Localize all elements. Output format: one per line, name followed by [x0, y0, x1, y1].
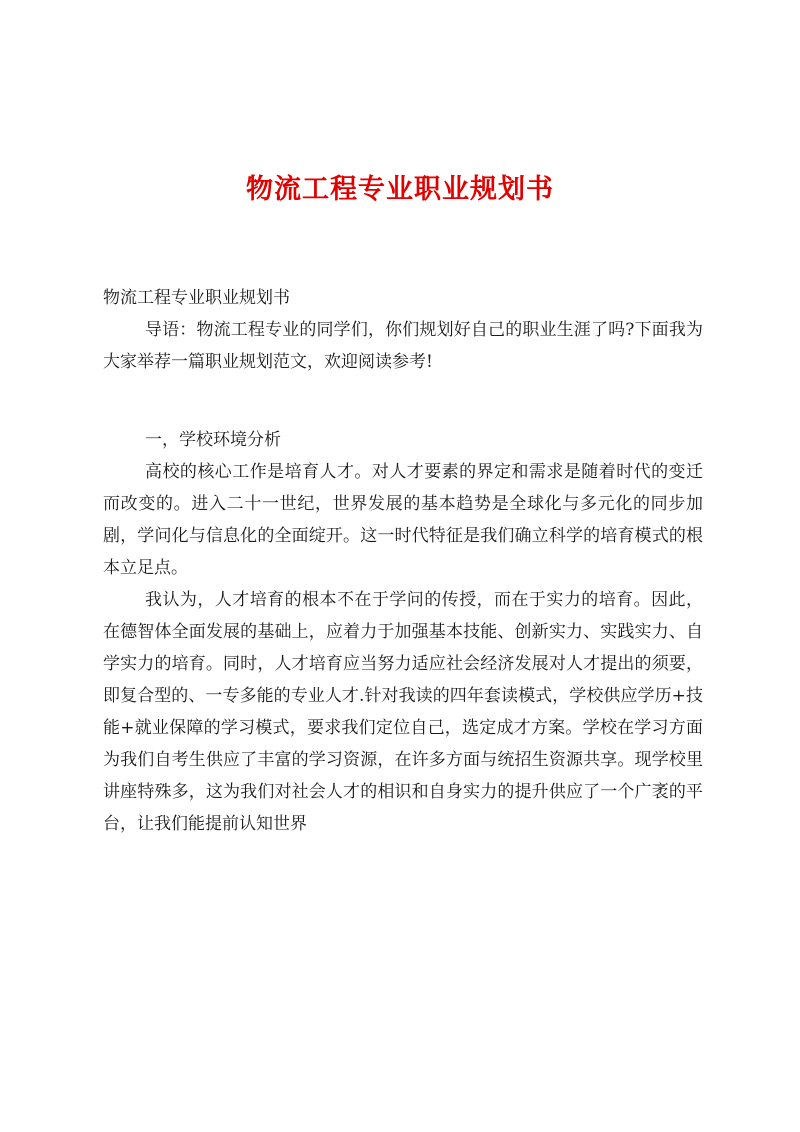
- body-paragraph-1: 高校的核心工作是培育人才。对人才要素的界定和需求是随着时代的变迁而改变的。进入二十一世纪，世界发展的基本趋势是全球化与多元化的同步加剧，学问化与信息化的全面绽开。这一时代特征是我们确立科学的培育模式的根本立足点。: [103, 462, 703, 578]
- document-subtitle: 物流工程专业职业规划书: [103, 288, 290, 308]
- intro-paragraph: 导语：物流工程专业的同学们，你们规划好自己的职业生涯了吗?下面我为大家举荐一篇职业规划范文，欢迎阅读参考!: [103, 320, 703, 372]
- document-title: 物流工程专业职业规划书: [246, 174, 554, 205]
- document-body: [103, 282, 703, 840]
- body-paragraph-2: 我认为，人才培育的根本不在于学问的传授，而在于实力的培育。因此，在德智体全面发展的基础上，应着力于加强基本技能、创新实力、实践实力、自学实力的培育。同时，人才培育应当努力适应社会经济发展对人才提出的须要，即复合型的、一专多能的专业人才.针对我读的四年套读模式，学校供应学历+技能+就业保障的学习模式，要求我们定位自己，选定成才方案。学校在学习方面为我们自考生供应了丰富的学习资源，在许多方面与统招生资源共享。现学校里讲座特殊多，这为我们对社会人才的相识和自身实力的提升供应了一个广袤的平台，让我们能提前认知世界: [103, 590, 703, 834]
- section-heading: 一，学校环境分析: [145, 430, 281, 450]
